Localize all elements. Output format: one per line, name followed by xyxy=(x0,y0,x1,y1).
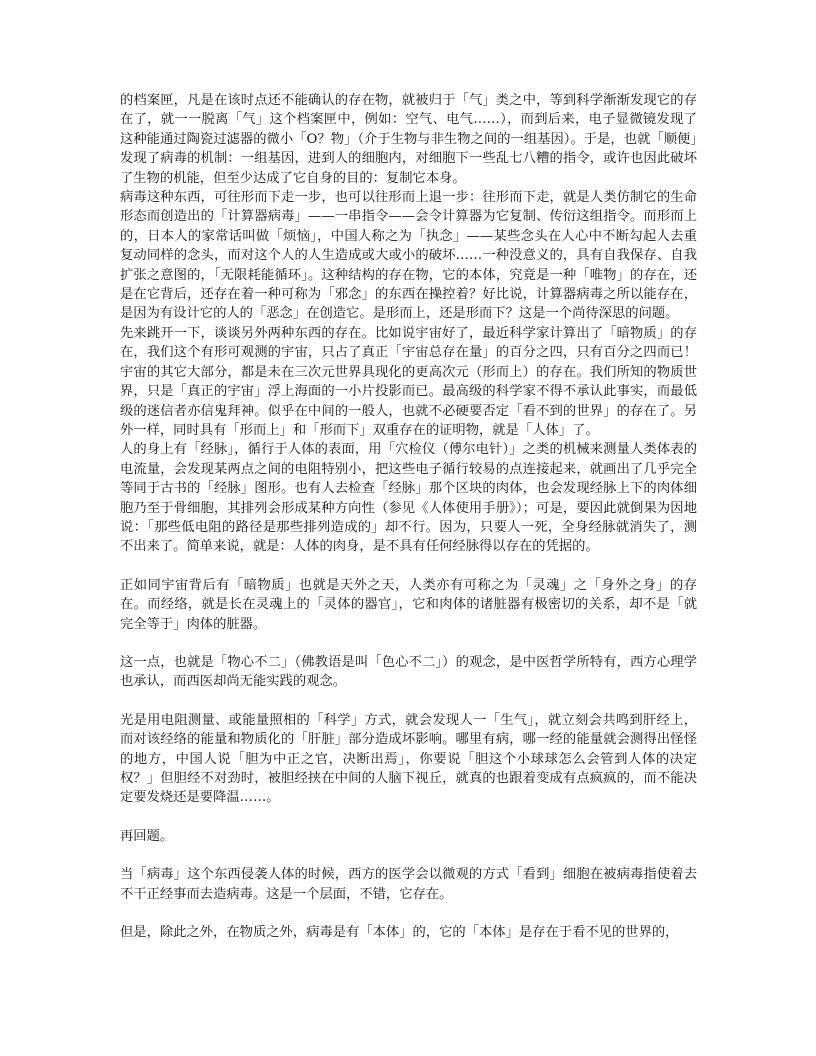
paragraph-liver-gallbladder: 光是用电阻测量、或能量照相的「科学」方式，就会发现人一「生气」，就立刻会共鸣到肝经上，而对该经络的能量和物质化的「肝脏」部分造成坏影响。哪里有病，哪一经的能量就会测得出怪怪的地方，中国人说「胆为中正之官，决断出焉」，你要说「胆这个小球球怎么会管到人体的决定权？」但胆经不对劲时，被胆经挟在中间的人脑下视丘，就真的也跟着变成有点疯疯的，而不能决定要发烧还是要降温……。 xyxy=(120,712,697,806)
paragraph-western-view: 当「病毒」这个东西侵袭人体的时候，西方的医学会以微观的方式「看到」细胞在被病毒指使着去不干正经事而去造病毒。这是一个层面，不错，它存在。 xyxy=(120,867,697,902)
paragraph-return-topic: 再回题。 xyxy=(120,828,174,844)
paragraph-meridians: 人的身上有「经脉」，循行于人体的表面，用「穴检仪（傅尔电针）」之类的机械来测量人类体表的电流量，会发现某两点之间的电阻特别小，把这些电子循行较易的点连接起来，就画出了几乎完全等同于古书的「经脉」图形。也有人去检查「经脉」那个区块的肉体，也会发现经脉上下的肉体细胞乃至于骨细胞，其排列会形成某种方向性（参见《人体使用手册》）；可是，要因此就倒果为因地说：「那些低电阻的路径是那些排列造成的」却不行。因为，只要人一死，全身经脉就消失了，测不出来了。简单来说，就是：人体的肉身，是不具有任何经脉得以存在的凭据的。 xyxy=(120,442,697,555)
paragraph-mind-matter: 这一点，也就是「物心不二」（佛教语是叫「色心不二」）的观念，是中医哲学所特有，西方心理学也承认，而西医却尚无能实践的观念。 xyxy=(120,654,697,690)
paragraph-virus-metaphysics: 病毒这种东西，可往形而下走一步，也可以往形而上退一步：往形而下走，就是人类仿制它的生命形态而创造出的「计算器病毒」——一串指令——会令计算器为它复制、传衍这组指令。而形而上的，日本人的家常话叫做「烦恼」，中国人称之为「执念」——某些念头在人心中不断勾起人去重复动同样的念头，而对这个人的人生造成或大或小的破坏……一种没意义的，具有自我保存、自我扩张之意图的，「无限耗能循环」。这种结构的存在物，它的本体，究竟是一种「唯物」的存在，还是在它背后，还存在着一种可称为「邪念」的东西在操控着？好比说，计算器病毒之所以能存在，是因为有设计它的人的「恶念」在创造它。是形而上，还是形而下？这是一个尚待深思的问题。 xyxy=(120,190,697,322)
paragraph-virus-essence: 但是，除此之外，在物质之外，病毒是有「本体」的，它的「本体」是存在于看不见的世界的， xyxy=(120,925,679,941)
document-page xyxy=(120,91,697,942)
paragraph-dark-matter: 先来跳开一下，谈谈另外两种东西的存在。比如说宇宙好了，最近科学家计算出了「暗物质」的存在，我们这个有形可观测的宇宙，只占了真正「宇宙总存在量」的百分之四，只有百分之四而已！宇宙的其它大部分，都是未在三次元世界具现化的更高次元（形而上）的存在。我们所知的物质世界，只是「真正的宇宙」浮上海面的一小片投影而已。最高级的科学家不得不承认此事实，而最低级的迷信者亦信鬼拜神。似乎在中间的一般人，也就不必硬要否定「看不到的世界」的存在了。另外一样，同时具有「形而上」和「形而下」双重存在的证明物，就是「人体」了。 xyxy=(120,325,697,438)
paragraph-archive-qi: 的档案匣，凡是在该时点还不能确认的存在物，就被归于「气」类之中，等到科学渐渐发现它的存在了，就一一脱离「气」这个档案匣中，例如：空气、电气……），而到后来，电子显微镜发现了这种能通过陶瓷过滤器的微小「O？物」（介于生物与非生物之间的一组基因）。于是，也就「顺便」发现了病毒的机制：一组基因，进到人的细胞内，对细胞下一些乱七八糟的指令，或许也因此破坏了生物的机能，但至少达成了它自身的目的：复制它本身。 xyxy=(120,93,697,186)
paragraph-soul-body: 正如同宇宙背后有「暗物质」也就是天外之天，人类亦有可称之为「灵魂」之「身外之身」的存在。而经络，就是长在灵魂上的「灵体的器官」，它和肉体的诸脏器有极密切的关系，却不是「就完全等于」肉体的脏器。 xyxy=(120,577,697,632)
